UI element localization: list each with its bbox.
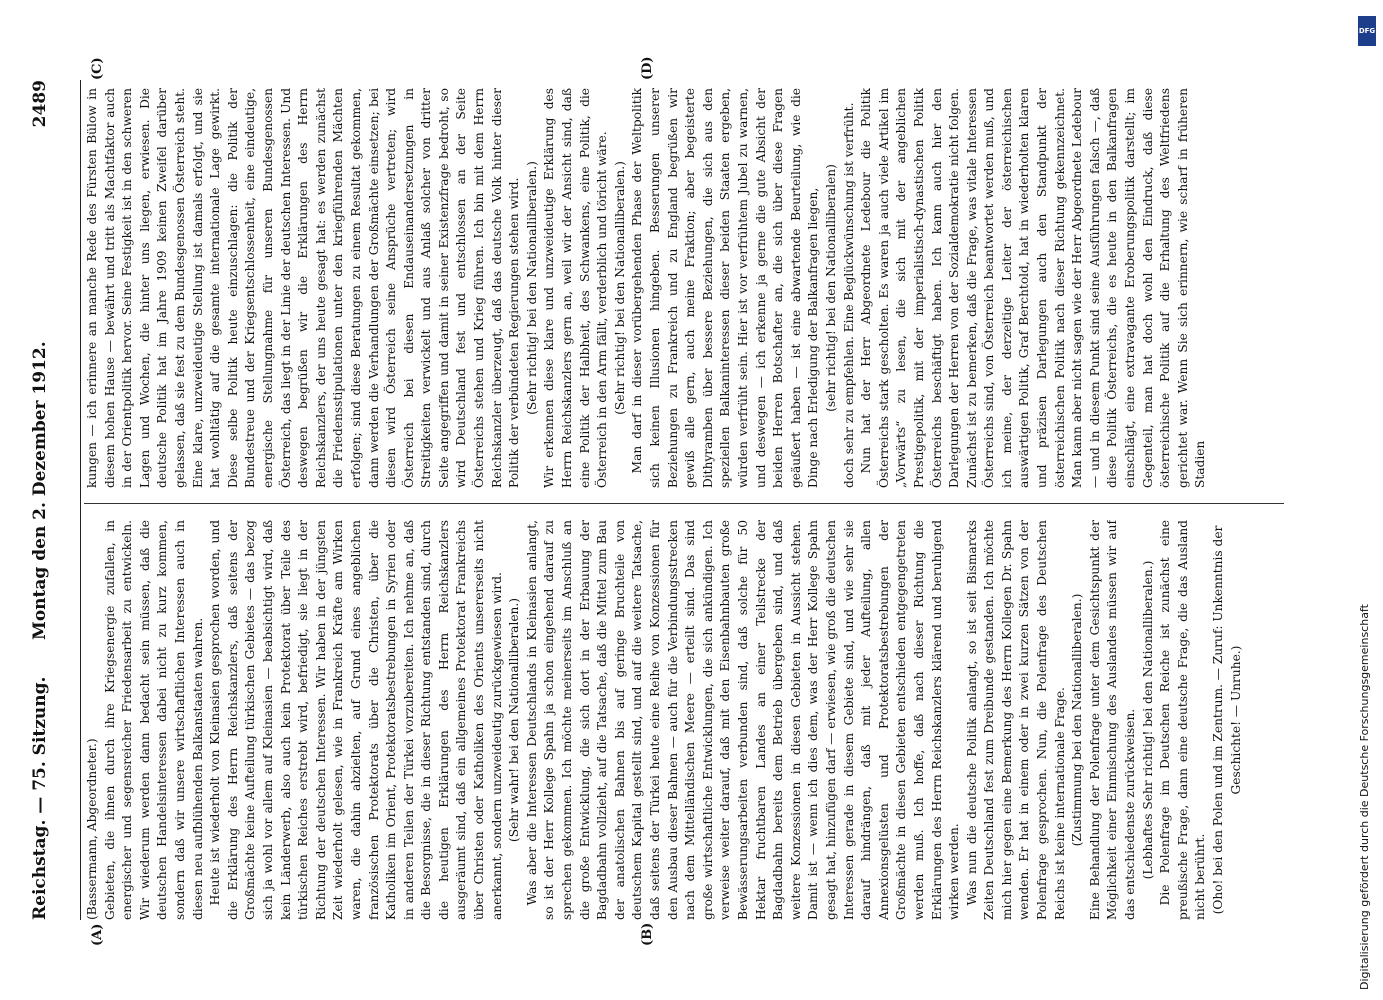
marker-a: (A) xyxy=(90,923,105,946)
page-number: 2489 xyxy=(30,80,50,128)
paragraph: (Sehr wahr! bei den Nationalliberalen.) xyxy=(507,597,522,843)
rotated-sheet xyxy=(20,50,1350,950)
marker-c: (C) xyxy=(90,57,105,80)
header-rule xyxy=(80,80,81,920)
paragraph: Wir erkennen diese klare und unzweideutige Erklärung des Herrn Reichskanzlers gern an, weil wir der Ansicht sind, daß eine Politik der Halbheit, des Schwankens, eine Politik, die Österreich in den Arm fällt, verderblich und töricht wäre. xyxy=(542,88,610,488)
marker-d: (D) xyxy=(640,56,655,80)
column-rule xyxy=(84,503,1284,504)
paragraph: (Sehr richtig! bei den Nationalliberalen.) xyxy=(612,161,627,415)
side-credit xyxy=(1356,10,1380,1000)
paragraph: (Oho! bei den Polen und im Zentrum. — Zuruf: Unkenntnis der Geschichte! — Unruhe.) xyxy=(1211,525,1243,915)
header-date: Montag den 2. Dezember 1912. xyxy=(30,341,50,640)
paragraph: (Bassermann, Abgeordneter.) xyxy=(85,738,99,920)
digitization-credit: Digitalisierung gefördert durch die Deutsche Forschungsgemeinschaft xyxy=(1358,604,1371,990)
header-left: Reichstag. — 75. Sitzung. xyxy=(30,676,50,920)
paragraph: Eine Behandlung der Polenfrage unter dem Gesichtspunkt der Möglichkeit einer Einmischung des Auslandes müssen wir auf das entschiedenste zurückweisen. xyxy=(1087,520,1138,920)
paragraph: Die Polenfrage im Deutschen Reiche ist zunächst eine preußische Frage, dann eine deutsche Frage, die das Ausland nicht berührt. xyxy=(1158,520,1208,920)
marker-b: (B) xyxy=(640,922,655,946)
paragraph: (Lebhaftes Sehr richtig! bei den Nationalliberalen.) xyxy=(1140,560,1155,880)
paragraph: Was aber die Interessen Deutschlands in Kleinasien anlangt, so ist der Herr Kollege Spahn ja schon eingehend darauf zu sprechen gekommen. Ich möchte meinerseits im Anschluß an die große Entwicklung, die sich dort in der Erbauung der Bagdadbahn vollzieht, auf die Tatsache, daß die Mittel zum Bau der anatolischen Bahnen bis auf geringe Bruchteile von deutschem Kapital gestellt sind, und auf die weitere Tatsache, daß seitens der Türkei heute eine Reihe von Konzessionen für den Ausbau dieser Bahnen — auch für die Verbindungsstrecken nach dem Mittelländischen Meere — erteilt sind. Das sind große wirtschaftliche Entwicklungen, die sich ankündigen. Ich verweise weiter darauf, daß mit den Eisenbahnbauten große Bewässerungsarbeiten verbunden sind, daß solche für 50 Hektar fruchtbaren Landes an einer Teilstrecke der Bagdadbahn bereits dem Betrieb übergeben sind, und daß weitere Konzessionen in diesen Gebieten in Aussicht stehen. Damit ist — wenn ich dies dem, was der Herr Kollege Spahn gesagt hat, hinzufügen darf — erwiesen, wie groß die deutschen Interessen gerade in diesem Gebiete sind, und wie sehr sie darauf hindrängen, daß mit jeder Aufteilung, allen Annexionsgelüsten und Protektoratsbestrebungen der Großmächte in diesen Gebieten entschieden entgegengetreten werden muß. Ich hoffe, daß nach dieser Richtung die Erklärungen des Herrn Reichskanzlers klärend und beruhigend wirken werden. xyxy=(524,520,962,920)
text-column-right xyxy=(84,88,1284,488)
paragraph: (Sehr richtig! bei den Nationalliberalen.) xyxy=(524,161,539,415)
paragraph: Nun hat der Herr Abgeordnete Ledebour die Politik Österreichs stark gescholten. Es waren ja auch viele Artikel im „Vorwärts“ zu lesen, die sich mit der angeblichen Prestigepolitik, mit der imperialistisch-dynastischen Politik Österreichs beschäftigt haben. Ich kann auch hier den Darlegungen der Herren von der Sozialdemokratie nicht folgen. Zunächst ist zu bemerken, daß die Frage, was vitale Interessen Österreichs sind, von Österreich beantwortet werden muß, und ich meine, der derzeitige Leiter der österreichischen auswärtigen Politik, Graf Berchtold, hat in wiederholten klaren und präzisen Darlegungen auch den Standpunkt der österreichischen Politik nach dieser Richtung gekennzeichnet. Man kann aber nicht sagen wie der Herr Abgeordnete Ledebour — und in diesem Punkt sind seine Ausführungen falsch —, daß diese Politik Österreichs, die es heute in den Balkanfragen einschlägt, eine extravagante Eroberungspolitik darstellt; im Gegenteil, man hat doch wohl den Eindruck, daß diese österreichische Politik auf die Erhaltung des Weltfriedens gerichtet war. Wenn Sie sich erinnern, wie scharf in früheren Stadien xyxy=(859,88,1208,488)
paragraph: (sehr richtig! bei den Nationalliberalen) xyxy=(823,164,838,412)
running-header xyxy=(20,80,80,920)
paragraph: Heute ist wiederholt von Kleinasien gesprochen worden, und die Erklärung des Herrn Reichskanzlers, daß seitens der Großmächte keine Aufteilung türkischen Gebietes — das bezog sich ja wohl vor allem auf Kleinasien — beabsichtigt wird, daß kein Länderwerb, also auch kein Protektorat über Teile des türkischen Reiches erstrebt wird, befriedigt, sie liegt in der Richtung der deutschen Interessen. Wir haben in der jüngsten Zeit wiederholt gelesen, wie in Frankreich Kräfte am Wirken waren, die dahin abzielten, auf Grund eines angeblichen französischen Protektorats über die Christen, über die Katholiken im Orient, Protektoratsbestrebungen in Syrien oder in anderen Teilen der Türkei vorzubereiten. Ich nehme an, daß die Besorgnisse, die in dieser Richtung entstanden sind, durch die heutigen Erklärungen des Herrn Reichskanzlers ausgeräumt sind, daß ein allgemeines Protektorat Frankreichs über Christen oder Katholiken des Orients unsererseits nicht anerkannt, sondern unzweideutig zurückgewiesen wird. xyxy=(208,520,504,920)
text-column-left xyxy=(84,520,1284,920)
paragraph: Man darf in dieser vorübergehenden Phase der Weltpolitik sich keinen Illusionen hingeben. Besserungen unserer Beziehungen zu Frankreich und zu England begrüßen wir gewiß alle gern, auch meine Fraktion; aber begeisterte Dithyramben über bessere Beziehungen, die sich aus den speziellen Balkaninteressen dieser beiden Staaten ergeben, würden verfrüht sein. Hier ist vor verfrühtem Jubel zu warnen, und deswegen — ich erkenne ja gerne die gute Absicht der beiden Herren Botschafter an, die sich über diese Fragen geäußert haben — ist eine abwartende Beurteilung, wie die Dinge nach Erledigung der Balkanfragen liegen, xyxy=(630,88,821,488)
paragraph: (Zustimmung bei den Nationalliberalen.) xyxy=(1070,593,1085,847)
paragraph: Was nun die deutsche Politik anlangt, so ist seit Bismarcks Zeiten Deutschland fest zum Dreibunde gestanden. Ich möchte mich hier gegen eine Bemerkung des Herrn Kollegen Dr. Spahn wenden. Er hat in einem oder in zwei kurzen Sätzen von der Polenfrage gesprochen. Nun, die Polenfrage des Deutschen Reichs ist keine internationale Frage. xyxy=(964,520,1067,920)
paragraph: doch sehr zu empfehlen. Eine Beglückwünschung ist verfrüht. xyxy=(841,102,856,488)
paragraph: kungen — ich erinnere an manche Rede des Fürsten Bülow in diesem hohen Hause — bewährt und tritt als Machtfaktor auch in der Orientpolitik hervor. Seine Festigkeit ist in den schweren Lagen und Wochen, die hinter uns liegen, erwiesen. Die deutsche Politik hat im Jahre 1909 keinen Zweifel darüber gelassen, daß sie fest zu dem Bundesgenossen Österreich steht. Eine klare, unzweideutige Stellung ist damals erfolgt, und sie hat wohltätig auf die gesamte internationale Lage gewirkt. Diese selbe Politik heute einzuschlagen: die Politik der Bundestreue und der Kriegsentschlossenheit, eine eindeutige, energische Stellungnahme für unseren Bundesgenossen Österreich, das liegt in der Linie der deutschen Interessen. Und deswegen begrüßen wir die Erklärungen des Herrn Reichskanzlers, der uns heute gesagt hat: es werden zunächst die Friedensstipulationen unter den kriegführenden Mächten erfolgen; sind diese Beratungen zu einem Resultat gekommen, dann werden die Verhandlungen der Großmächte einsetzen; bei diesen wird Österreich seine Ansprüche vertreten; wird Österreich bei diesen Endauseinandersetzungen in Streitigkeiten verwickelt und aus Anlaß solcher von dritter Seite angegriffen und damit in seiner Existenzfrage bedroht, so wird Deutschland fest und entschlossen an der Seite Österreichs stehen und Krieg führen. Ich bin mit dem Herrn Reichskanzler überzeugt, daß das deutsche Volk hinter dieser Politik der verbündeten Regierungen stehen wird. xyxy=(85,88,522,488)
scanned-page xyxy=(20,50,1350,950)
dfg-logo: DFG xyxy=(1358,16,1376,46)
paragraph: Gebieten, die ihnen durch ihre Kriegsenergie zufallen, in energischer und segensreicher Friedensarbeit zu entwickeln. Wir wiederum werden dann bedacht sein müssen, daß die deutschen Handelsinteressen dabei nicht zu kurz kommen, sondern daß wir unsere wirtschaftlichen Interessen auch in diesen neu aufblühenden Balkanstaaten wahren. xyxy=(102,520,205,920)
